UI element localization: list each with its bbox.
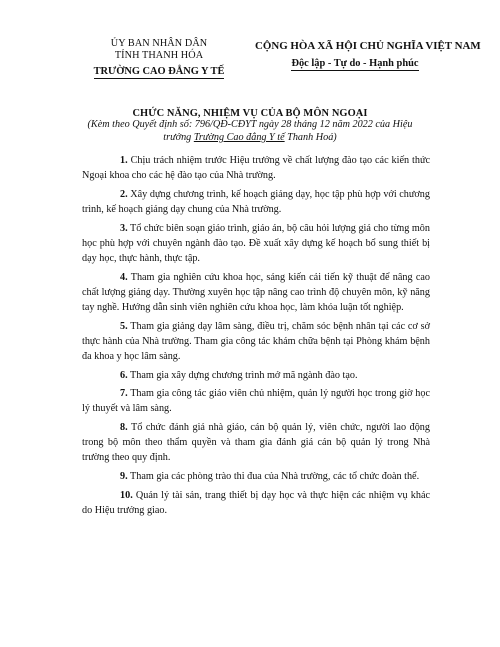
list-item xyxy=(82,221,430,267)
item-text: Tổ chức đánh giá nhà giáo, cán bộ quản lý, viên chức, người lao động trong bộ môn theo thẩm quyền và tham gia đánh giá cán bộ quản lý trong Nhà trường theo quy định. xyxy=(82,421,430,464)
item-text: Tham gia các phòng trào thi đua của Nhà trường, các tổ chức đoàn thể. xyxy=(127,470,420,482)
item-text: Xây dựng chương trình, kế hoạch giảng dạy, học tập phù hợp với chương trình, kế hoạch giảng dạy chung của Nhà trường. xyxy=(82,188,430,215)
item-number: 6. xyxy=(120,369,128,381)
subtitle-school-name: Trường Cao đẳng Y tế xyxy=(193,131,285,143)
province-name: TỈNH THANH HÓA xyxy=(114,49,204,61)
national-motto-block xyxy=(255,40,481,71)
item-number: 1. xyxy=(120,155,128,166)
item-text: Tham gia xây dựng chương trình mở mã ngành đào tạo. xyxy=(127,369,358,381)
list-item xyxy=(82,386,430,416)
list-item xyxy=(82,368,430,383)
item-text: Tham gia giảng dạy lâm sàng, điều trị, chăm sóc bệnh nhân tại các cơ sở thực hành của Nhà trường. Tham gia công tác khám chữa bệnh tại Phòng khám bệnh đa khoa y học lâm sàng. xyxy=(82,320,430,362)
list-item xyxy=(82,469,430,484)
list-item xyxy=(82,270,430,316)
document-subtitle xyxy=(80,119,420,144)
list-item xyxy=(82,187,430,217)
item-text: Tổ chức biên soạn giáo trình, giáo án, bộ câu hỏi lượng giá cho từng môn học phù hợp với chuyên ngành đào tạo. Đề xuất xây dựng kế hoạch bổ sung thiết bị dạy học, thực hành, thực tập. xyxy=(82,222,430,264)
item-text: Tham gia công tác giáo viên chủ nhiệm, quản lý người học trong giờ học lý thuyết và lâm sàng. xyxy=(82,388,430,415)
document-title: CHỨC NĂNG, NHIỆM VỤ CỦA BỘ MÔN NGOẠI xyxy=(132,108,368,119)
item-number: 8. xyxy=(120,421,128,433)
item-number: 5. xyxy=(120,320,128,332)
list-item xyxy=(82,420,430,466)
duties-list xyxy=(82,153,430,521)
list-item xyxy=(82,319,430,365)
item-number: 7. xyxy=(120,388,128,400)
agency-name: ỦY BAN NHÂN DÂN xyxy=(110,38,208,49)
item-number: 4. xyxy=(120,271,128,283)
subtitle-part-2: Thanh Hoá) xyxy=(284,131,337,143)
list-item xyxy=(82,153,430,183)
issuing-agency-block xyxy=(70,38,248,79)
item-text: Tham gia nghiên cứu khoa học, sáng kiến cải tiến kỹ thuật để nâng cao chất lượng giảng dạy. Thường xuyên học tập nâng cao trình độ chuyên môn, kỹ năng tay nghề. Hướng dẫn sinh viên nghiên cứu khoa học, làm khóa luận tốt nghiệp. xyxy=(82,271,430,313)
item-number: 3. xyxy=(120,222,128,234)
nation-name: CỘNG HÒA XÃ HỘI CHỦ NGHĨA VIỆT NAM xyxy=(255,40,481,52)
item-number: 2. xyxy=(120,188,128,200)
list-item xyxy=(82,488,430,518)
item-number: 10. xyxy=(120,489,133,501)
subtitle-part-1: (Kèm theo Quyết định số: 796/QĐ-CĐYT ngày 28 tháng 12 năm 2022 của Hiệu trưởng xyxy=(87,119,413,143)
school-name: TRƯỜNG CAO ĐẲNG Y TẾ xyxy=(93,66,225,77)
item-text: Quản lý tài sản, trang thiết bị dạy học và thực hiện các nhiệm vụ khác do Hiệu trưởng giao. xyxy=(82,489,430,516)
item-number: 9. xyxy=(120,470,128,482)
national-motto: Độc lập - Tự do - Hạnh phúc xyxy=(291,58,419,69)
item-text: Chịu trách nhiệm trước Hiệu trưởng về chất lượng đào tạo các kiến thức Ngoại khoa cho các hệ đào tạo của Nhà trường. xyxy=(82,155,430,182)
